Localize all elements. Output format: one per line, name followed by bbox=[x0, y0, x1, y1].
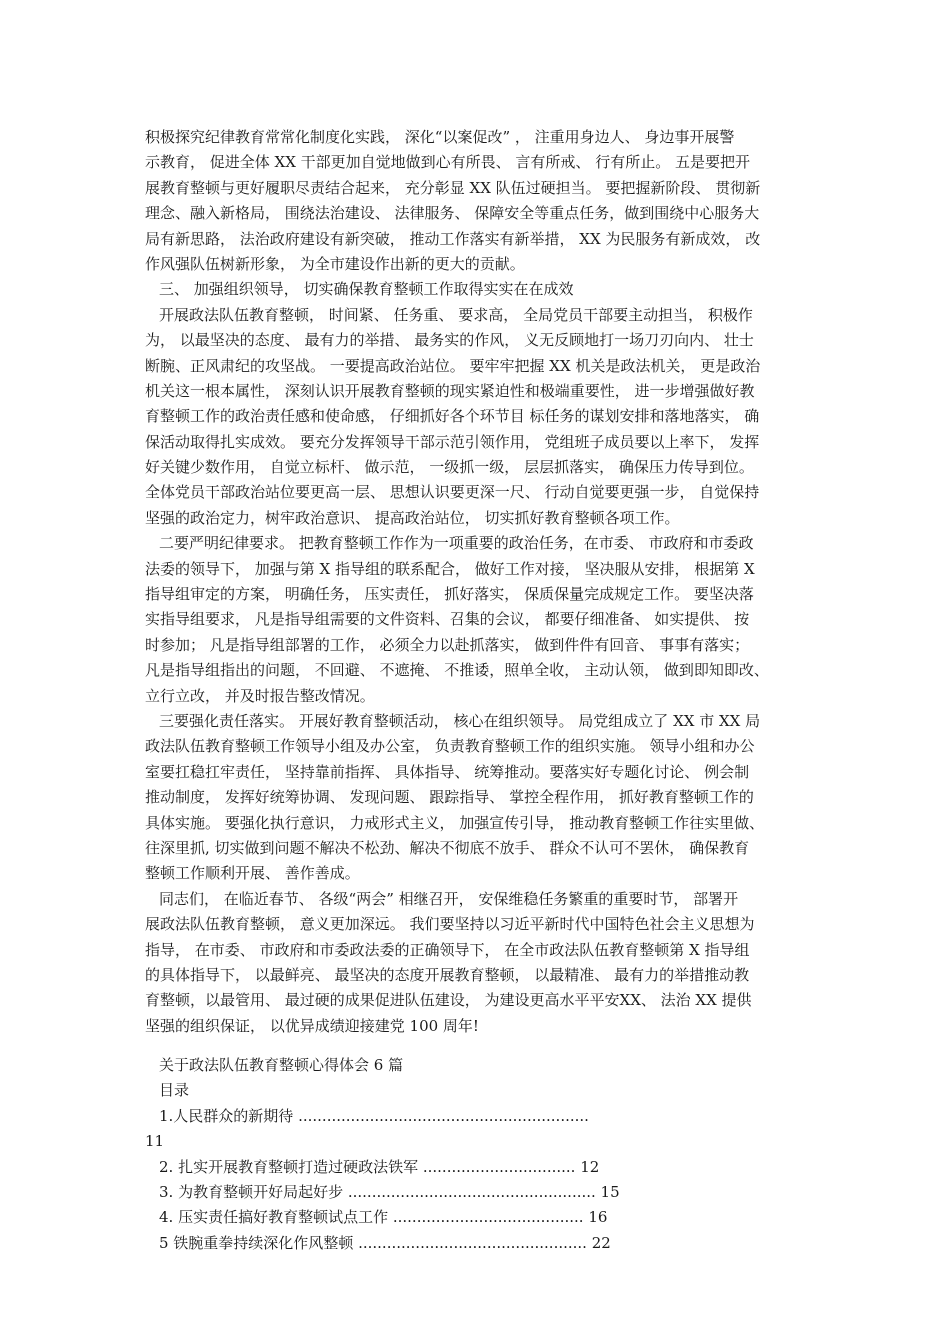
text-line: 凡是指导组指出的问题， 不回避、 不遮掩、 不推诿，照单全收， 主动认领， 做到即知即改、 bbox=[145, 661, 769, 680]
text-line: 指导， 在市委、 市政府和市委政法委的正确领导下， 在全市政法队伍教育整顿第 X 指导组 bbox=[145, 940, 750, 959]
text-line: 理念、融入新格局， 围绕法治建设、 法律服务、 保障安全等重点任务，做到围绕中心服务大 bbox=[145, 204, 760, 223]
table-of-contents bbox=[145, 1053, 815, 1256]
paragraph-discipline bbox=[145, 531, 815, 709]
text-line: 局有新思路， 法治政府建设有新突破， 推动工作落实有新举措， XX 为民服务有新成效， 改 bbox=[145, 229, 761, 248]
text-line: 推动制度， 发挥好统筹协调、 发现问题、 跟踪指导、 掌控全程作用， 抓好教育整顿工作的 bbox=[145, 788, 754, 807]
text-line: 时参加； 凡是指导组部署的工作， 必须全力以赴抓落实， 做到件件有回音、 事事有落实； bbox=[145, 635, 750, 654]
paragraph-responsibility bbox=[145, 709, 815, 887]
text-line: 育整顿工作的政治责任感和使命感， 仔细抓好各个环节目 标任务的谋划安排和落地落实， 确 bbox=[145, 407, 760, 426]
text-line: 的具体指导下， 以最鲜亮、 最坚决的态度开展教育整顿， 以最精准、 最有力的举措推动教 bbox=[145, 965, 750, 984]
text-line: 育整顿，以最管用、 最过硬的成果促进队伍建设， 为建设更高水平平安XX、 法治 XX 提供 bbox=[145, 991, 752, 1010]
text-line: 开展政法队伍教育整顿， 时间紧、 任务重、 要求高， 全局党员干部要主动担当， 积极作 bbox=[159, 305, 753, 324]
paragraph-closing bbox=[145, 887, 815, 1039]
text-line: 二要严明纪律要求。 把教育整顿工作作为一项重要的政治任务，在市委、 市政府和市委政 bbox=[159, 534, 754, 553]
text-line: 保活动取得扎实成效。 要充分发挥领导干部示范引领作用， 党组班子成员要以上率下， 发挥 bbox=[145, 432, 760, 451]
text-line: 室要扛稳扛牢责任， 坚持靠前指挥、 具体指导、 统筹推动。要落实好专题化讨论、 例会制 bbox=[145, 762, 750, 781]
section-heading-three bbox=[145, 277, 815, 302]
text-line: 积极探究纪律教育常常化制度化实践， 深化“以案促改” ， 注重用身边人、 身边事开展警 bbox=[145, 128, 735, 146]
paragraph-continuation bbox=[145, 125, 815, 277]
text-line: 展教育整顿与更好履职尽责结合起来， 充分彰显 XX 队伍过硬担当。 要把握新阶段、 贯彻新 bbox=[145, 178, 761, 197]
toc-entry-4[interactable]: 4. 压实责任搞好教育整顿试点工作 ........................................ 16 bbox=[159, 1208, 608, 1227]
toc-entry-5[interactable]: 5 铁腕重拳持续深化作风整顿 ................................................ 22 bbox=[159, 1233, 611, 1252]
text-line: 为， 以最坚决的态度、 最有力的举措、 最务实的作风， 义无反顾地打一场刀刃向内、 壮士 bbox=[145, 331, 754, 350]
text-line: 具体实施。 要强化执行意识， 力戒形式主义， 加强宣传引导， 推动教育整顿工作往实里做、 bbox=[145, 813, 765, 832]
text-line: 指导组审定的方案， 明确任务， 压实责任， 抓好落实， 保质保量完成规定工作。 要坚决落 bbox=[145, 585, 754, 604]
text-line: 坚强的政治定力，树牢政治意识、 提高政治站位， 切实抓好教育整顿各项工作。 bbox=[145, 508, 680, 527]
text-line: 整顿工作顺利开展、 善作善成。 bbox=[145, 864, 360, 883]
text-line: 往深里抓, 切实做到问题不解决不松劲、解决不彻底不放手、 群众不认可不罢休， 确保教育 bbox=[145, 838, 750, 857]
text-line: 坚强的组织保证， 以优异成绩迎接建党 100 周年! bbox=[145, 1016, 479, 1035]
text-line: 立行立改， 并及时报告整改情况。 bbox=[145, 686, 375, 705]
toc-entry-3[interactable]: 3. 为教育整顿开好局起好步 .................................................... 15 bbox=[159, 1182, 620, 1201]
toc-entry-1-page[interactable]: 11 bbox=[145, 1132, 165, 1151]
text-line: 展政法队伍教育整顿， 意义更加深远。 我们要坚持以习近平新时代中国特色社会主义思想为 bbox=[145, 915, 755, 934]
toc-heading: 目录 bbox=[159, 1081, 190, 1100]
text-line: 实指导组要求， 凡是指导组需要的文件资料、召集的会议， 都要仔细准备、 如实提供、 按 bbox=[145, 610, 750, 629]
document-title: 关于政法队伍教育整顿心得体会 6 篇 bbox=[159, 1056, 404, 1074]
text-line: 全体党员干部政治站位要更高一层、 思想认识要更深一尺、 行动自觉要更强一步， 自觉保持 bbox=[145, 483, 760, 502]
toc-entry-2[interactable]: 2. 扎实开展教育整顿打造过硬政法铁军 ................................ 12 bbox=[159, 1157, 600, 1176]
toc-entry-1[interactable]: 1.人民群众的新期待 ............................................................. bbox=[159, 1106, 589, 1125]
text-line: 三要强化责任落实。 开展好教育整顿活动， 核心在组织领导。 局党组成立了 XX 市 XX 局 bbox=[159, 711, 761, 730]
text-line: 法委的领导下， 加强与第 X 指导组的联系配合， 做好工作对接， 坚决服从安排， 根据第 X bbox=[145, 559, 755, 578]
text-line: 作风强队伍树新形象， 为全市建设作出新的更大的贡献。 bbox=[145, 254, 525, 273]
text-line: 断腕、正风肃纪的攻坚战。 一要提高政治站位。 要牢牢把握 XX 机关是政法机关， 更是政治 bbox=[145, 356, 761, 375]
text-line: 示教育， 促进全体 XX 干部更加自觉地做到心有所畏、 言有所戒、 行有所止。 五是要把开 bbox=[145, 153, 750, 172]
document-body bbox=[145, 125, 815, 1039]
text-line: 机关这一根本属性， 深刻认识开展教育整顿的现实紧迫性和极端重要性， 进一步增强做好教 bbox=[145, 381, 755, 400]
text-line: 政法队伍教育整顿工作领导小组及办公室， 负责教育整顿工作的组织实施。 领导小组和办公 bbox=[145, 737, 755, 756]
text-line: 三、 加强组织领导， 切实确保教育整顿工作取得实实在在成效 bbox=[159, 280, 574, 299]
paragraph-organization bbox=[145, 303, 815, 532]
text-line: 好关键少数作用， 自觉立标杆、 做示范， 一级抓一级， 层层抓落实， 确保压力传导到位。 bbox=[145, 458, 754, 477]
text-line: 同志们， 在临近春节、 各级“两会” 相继召开， 安保维稳任务繁重的重要时节， 部署开 bbox=[159, 889, 739, 908]
